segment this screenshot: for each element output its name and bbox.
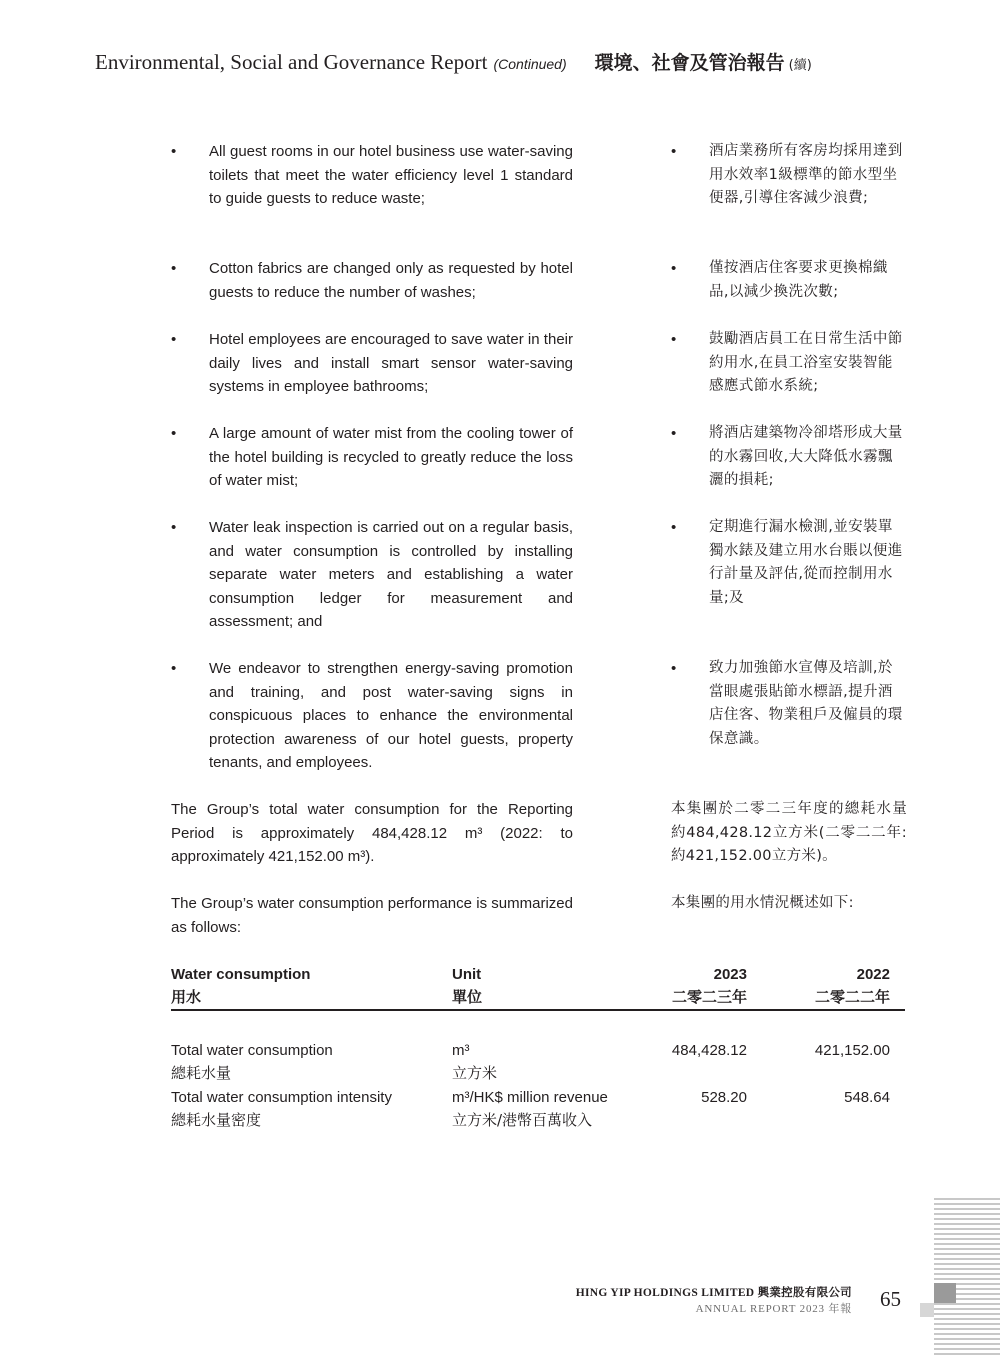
bullet-icon: • (671, 519, 677, 536)
header-2022-zh: 二零二二年 (814, 988, 890, 1006)
bullet-item-zh (671, 257, 907, 304)
row-unit-zh: 立方米 (452, 1064, 498, 1082)
header-unit-zh: 單位 (452, 988, 483, 1006)
bullet-item-zh (671, 516, 907, 610)
bullet-icon: • (671, 660, 677, 677)
bullet-text-zh: 鼓勵酒店員工在日常生活中節約用水,在員工浴室安裝智能感應式節水系統; (709, 331, 903, 394)
bullet-item-en (171, 140, 573, 211)
header-2023-zh: 二零二三年 (671, 988, 747, 1006)
decorative-stripes (934, 1198, 1000, 1357)
row-item-en: Total water consumption (171, 1042, 333, 1059)
total-consumption-paragraph-en: The Group’s total water consumption for the Reporting Period is approximately 484,428.12 m³ (2022: to approximately 421,152.00 m³). (171, 801, 573, 865)
header-item-zh: 用水 (171, 988, 202, 1006)
bullet-text-en: Water leak inspection is carried out on a regular basis, and water consumption is controlled by installing separate water meters and establishing a water consumption ledger for measurement and assessment; and (209, 519, 573, 630)
bullet-text-zh: 將酒店建築物冷卻塔形成大量的水霧回收,大大降低水霧飄灑的損耗; (709, 425, 903, 488)
header-unit-en: Unit (452, 966, 482, 983)
row-value-2023: 484,428.12 (671, 1042, 747, 1059)
bullet-text-zh: 致力加強節水宣傳及培訓,於當眼處張貼節水標語,提升酒店住客、物業租戶及僱員的環保意識。 (709, 660, 903, 747)
row-value-2022: 548.64 (844, 1089, 890, 1106)
water-consumption-table (171, 963, 905, 1133)
bullet-icon: • (171, 331, 177, 348)
header-continued-zh: (續) (788, 58, 812, 73)
bullet-icon: • (171, 260, 177, 277)
bullet-item-zh (671, 140, 907, 211)
decorative-square-small (920, 1303, 934, 1317)
row-unit-en: m³/HK$ million revenue (452, 1089, 608, 1106)
header-title-zh: 環境、社會及管治報告 (594, 52, 785, 74)
bullet-item-en (171, 657, 573, 775)
bullet-text-zh: 酒店業務所有客房均採用達到用水效率1級標準的節水型坐便器,引導住客減少浪費; (709, 143, 903, 206)
bullet-item-zh (671, 422, 907, 493)
summary-intro-paragraph-en: The Group’s water consumption performance is summarized as follows: (171, 895, 573, 936)
bullet-icon: • (171, 425, 177, 442)
header-item-en: Water consumption (171, 966, 311, 983)
decorative-square (934, 1283, 956, 1303)
footer-report: ANNUAL REPORT 2023 年報 (695, 1303, 852, 1315)
bullet-text-zh: 定期進行漏水檢測,並安裝單獨水錶及建立用水台賬以便進行計量及評估,從而控制用水量;及 (709, 519, 903, 606)
summary-intro-paragraph-zh: 本集團的用水情況概述如下: (671, 895, 854, 911)
page-header (95, 48, 915, 78)
page-footer (576, 1284, 852, 1316)
bullet-item-en (171, 516, 573, 634)
bullet-icon: • (671, 260, 677, 277)
row-value-2023: 528.20 (701, 1089, 747, 1106)
bullet-item-zh (671, 328, 907, 399)
bullet-text-en: Hotel employees are encouraged to save water in their daily lives and install smart sensor water-saving systems in employee bathrooms; (209, 331, 573, 395)
bullet-item-en (171, 422, 573, 493)
bullet-text-en: We endeavor to strengthen energy-saving promotion and training, and post water-saving signs in conspicuous places to enhance the environmental protection awareness of our hotel guests, property tenants, and employees. (209, 660, 573, 771)
bullet-icon: • (671, 143, 677, 160)
bullet-icon: • (671, 331, 677, 348)
row-item-zh: 總耗水量 (171, 1064, 232, 1082)
page-number: 65 (880, 1287, 901, 1311)
header-title-en: Environmental, Social and Governance Report (95, 50, 488, 74)
row-value-2022: 421,152.00 (814, 1042, 890, 1059)
bullet-text-en: All guest rooms in our hotel business use water-saving toilets that meet the water efficiency level 1 standard to guide guests to reduce waste; (209, 143, 573, 207)
bullet-item-en (171, 257, 573, 304)
header-continued-en: (Continued) (493, 56, 567, 72)
header-rule (171, 1009, 905, 1011)
bullet-icon: • (171, 519, 177, 536)
row-unit-en: m³ (452, 1042, 470, 1059)
row-unit-zh: 立方米/港幣百萬收入 (452, 1111, 593, 1129)
bullet-icon: • (171, 143, 177, 160)
row-item-en: Total water consumption intensity (171, 1089, 392, 1106)
bullet-item-zh (671, 657, 907, 751)
bullet-icon: • (671, 425, 677, 442)
footer-company: HING YIP HOLDINGS LIMITED 興業控股有限公司 (575, 1287, 852, 1299)
bullet-text-en: Cotton fabrics are changed only as requested by hotel guests to reduce the number of washes; (209, 260, 573, 301)
row-item-zh: 總耗水量密度 (171, 1111, 262, 1129)
bullet-item-en (171, 328, 573, 399)
bullet-icon: • (171, 660, 177, 677)
total-consumption-paragraph-zh: 本集團於二零二三年度的總耗水量約484,428.12立方米(二零二二年:約421,152.00立方米)。 (671, 801, 907, 864)
bullet-text-zh: 僅按酒店住客要求更換棉織品,以減少換洗次數; (709, 260, 888, 300)
header-2023: 2023 (713, 966, 747, 983)
header-2022: 2022 (856, 966, 890, 983)
bullet-text-en: A large amount of water mist from the cooling tower of the hotel building is recycled to greatly reduce the loss of water mist; (209, 425, 573, 489)
